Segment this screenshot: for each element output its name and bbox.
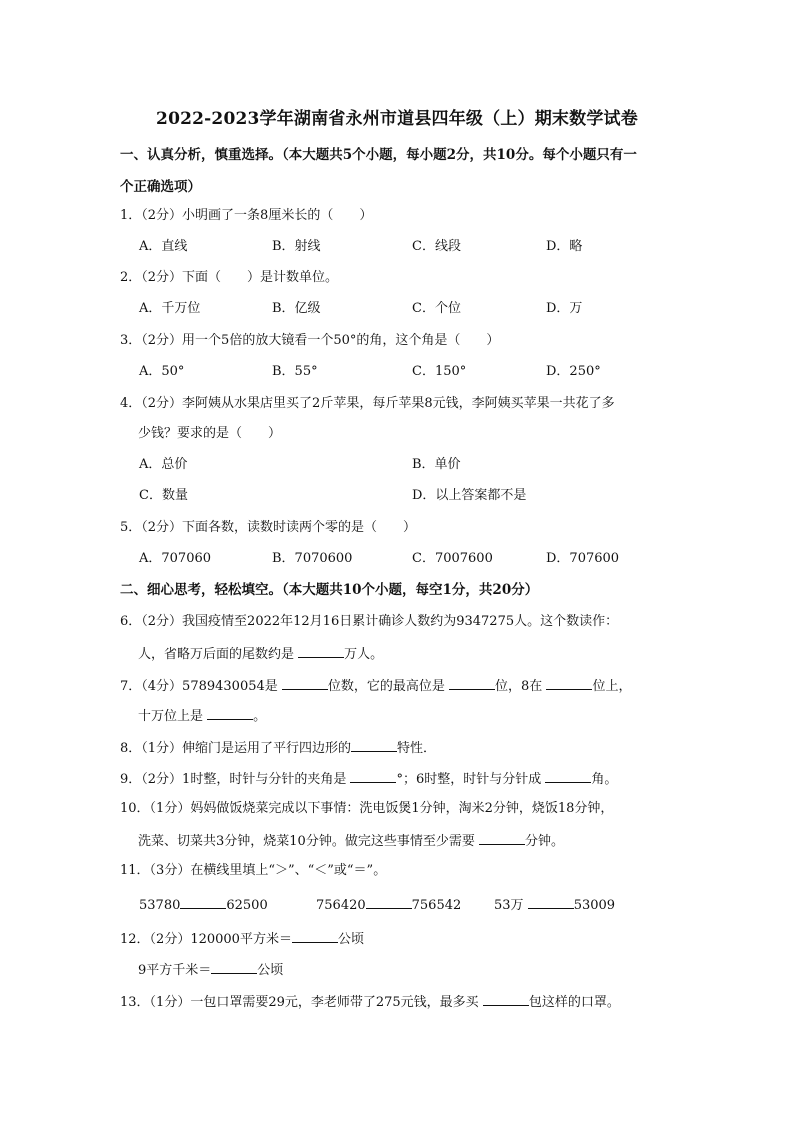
- q1-option-a: A．直线: [139, 239, 188, 254]
- q2-option-a: A．千万位: [139, 301, 201, 316]
- q9-text-2: °；6时整，时针与分针成: [396, 772, 546, 787]
- q8-text-1: 8．（1分）伸缩门是运用了平行四边形的: [120, 741, 352, 756]
- q11-compare-1: [139, 895, 268, 915]
- question-12: [120, 929, 364, 949]
- q13-blank-1[interactable]: [483, 992, 529, 1006]
- q7-text-3: 位，8在: [495, 679, 547, 694]
- q7-text-5: 十万位上是: [138, 709, 208, 724]
- q9-blank-1[interactable]: [350, 769, 396, 783]
- q7-text-4: 位上，: [592, 679, 632, 694]
- q4-option-d: D．以上答案都不是: [412, 488, 527, 503]
- question-7-cont: [138, 706, 266, 726]
- q11-c3-right: 53009: [573, 898, 616, 913]
- q11-blank-1[interactable]: [180, 895, 226, 909]
- question-11: 11．（3分）在横线里填上“＞”、“＜”或“＝”。: [120, 863, 387, 878]
- q4-option-a: A．总价: [139, 457, 188, 472]
- q11-c1-left: 53780: [139, 898, 181, 913]
- question-13: [120, 992, 620, 1012]
- q7-text-1: 7．（4分）5789430054是: [120, 679, 282, 694]
- q11-compare-2: [316, 895, 461, 915]
- q12-text-1: 12．（2分）120000平方米＝: [120, 932, 292, 947]
- section-1-heading: 一、认真分析，慎重选择。（本大题共5个小题，每小题2分，共10分。每个小题只有一: [120, 147, 637, 163]
- q9-blank-2[interactable]: [545, 769, 591, 783]
- q7-blank-1[interactable]: [282, 676, 328, 690]
- q1-option-d: D．略: [546, 239, 583, 254]
- q12-text-3: 9平方千米＝: [138, 963, 212, 978]
- q6-text-b: 万人。: [344, 647, 384, 662]
- q10-blank-1[interactable]: [479, 831, 525, 845]
- q1-option-b: B．射线: [272, 239, 321, 254]
- question-2: 2．（2分）下面（ ）是计数单位。: [120, 270, 339, 285]
- q3-option-c: C．150°: [412, 364, 467, 379]
- q5-option-d: D．707600: [546, 551, 620, 566]
- q11-compare-3: [494, 895, 615, 915]
- q12-text-4: 公顷: [257, 963, 284, 978]
- q4-option-c: C．数量: [139, 488, 188, 503]
- question-12-cont: [138, 960, 283, 980]
- q8-text-2: 特性．: [397, 741, 437, 756]
- q11-blank-2[interactable]: [366, 895, 412, 909]
- question-3: 3．（2分）用一个5倍的放大镜看一个50°的角，这个角是（ ）: [120, 333, 500, 348]
- q11-c3-left: 53万: [494, 898, 528, 913]
- question-7: [120, 676, 631, 696]
- question-1: 1．（2分）小明画了一条8厘米长的（ ）: [120, 208, 373, 223]
- q11-c1-right: 62500: [226, 898, 268, 913]
- q3-option-d: D．250°: [546, 364, 601, 379]
- q7-text-6: 。: [253, 709, 267, 724]
- question-5: 5．（2分）下面各数，读数时读两个零的是（ ）: [120, 520, 417, 535]
- q3-option-b: B．55°: [272, 364, 318, 379]
- section-2-heading: 二、细心思考，轻松填空。（本大题共10个小题，每空1分，共20分）: [120, 582, 539, 598]
- q9-text-1: 9．（2分）1时整，时针与分针的夹角是: [120, 772, 351, 787]
- question-10-cont: [138, 831, 564, 851]
- q9-text-3: 角。: [591, 772, 618, 787]
- q10-text-a: 洗菜、切菜共3分钟，烧菜10分钟。做完这些事情至少需要: [138, 834, 479, 849]
- q7-text-2: 位数，它的最高位是: [327, 679, 450, 694]
- q4-option-b: B．单价: [412, 457, 461, 472]
- q2-option-b: B．亿级: [272, 301, 321, 316]
- q13-text-2: 包这样的口罩。: [528, 995, 620, 1010]
- q10-text-b: 分钟。: [524, 834, 564, 849]
- q6-blank-1[interactable]: [298, 644, 344, 658]
- question-10: 10．（1分）妈妈做饭烧菜完成以下事情：洗电饭煲1分钟，淘米2分钟，烧饭18分钟，: [120, 801, 614, 816]
- q7-blank-3[interactable]: [546, 676, 592, 690]
- question-6: 6．（2分）我国疫情至2022年12月16日累计确诊人数约为9347275人。这个数读作：: [120, 614, 619, 629]
- q12-blank-1[interactable]: [292, 929, 338, 943]
- q13-text-1: 13．（1分）一包口罩需要29元，李老师带了275元钱，最多买: [120, 995, 483, 1010]
- q1-option-c: C．线段: [412, 239, 461, 254]
- question-4-cont: 少钱？要求的是（ ）: [138, 426, 282, 441]
- q2-option-d: D．万: [546, 301, 583, 316]
- q3-option-a: A．50°: [139, 364, 185, 379]
- q5-option-c: C．7007600: [412, 551, 493, 566]
- q5-option-b: B．7070600: [272, 551, 353, 566]
- question-4: 4．（2分）李阿姨从水果店里买了2斤苹果，每斤苹果8元钱，李阿姨买苹果一共花了多: [120, 396, 615, 411]
- q2-option-c: C．个位: [412, 301, 461, 316]
- q11-blank-3[interactable]: [528, 895, 574, 909]
- section-1-heading-cont: 个正确选项）: [120, 179, 201, 195]
- question-8: [120, 738, 436, 758]
- question-6-cont: [138, 644, 383, 664]
- q7-blank-2[interactable]: [449, 676, 495, 690]
- q12-text-2: 公顷: [337, 932, 364, 947]
- q11-c2-left: 756420: [316, 898, 366, 913]
- q5-option-a: A．707060: [139, 551, 212, 566]
- q11-c2-right: 756542: [411, 898, 462, 913]
- question-9: [120, 769, 617, 789]
- q6-text-a: 人，省略万后面的尾数约是: [138, 647, 299, 662]
- exam-title: 2022-2023学年湖南省永州市道县四年级（上）期末数学试卷: [156, 109, 638, 129]
- q8-blank-1[interactable]: [351, 738, 397, 752]
- q7-blank-4[interactable]: [207, 706, 253, 720]
- q12-blank-2[interactable]: [211, 960, 257, 974]
